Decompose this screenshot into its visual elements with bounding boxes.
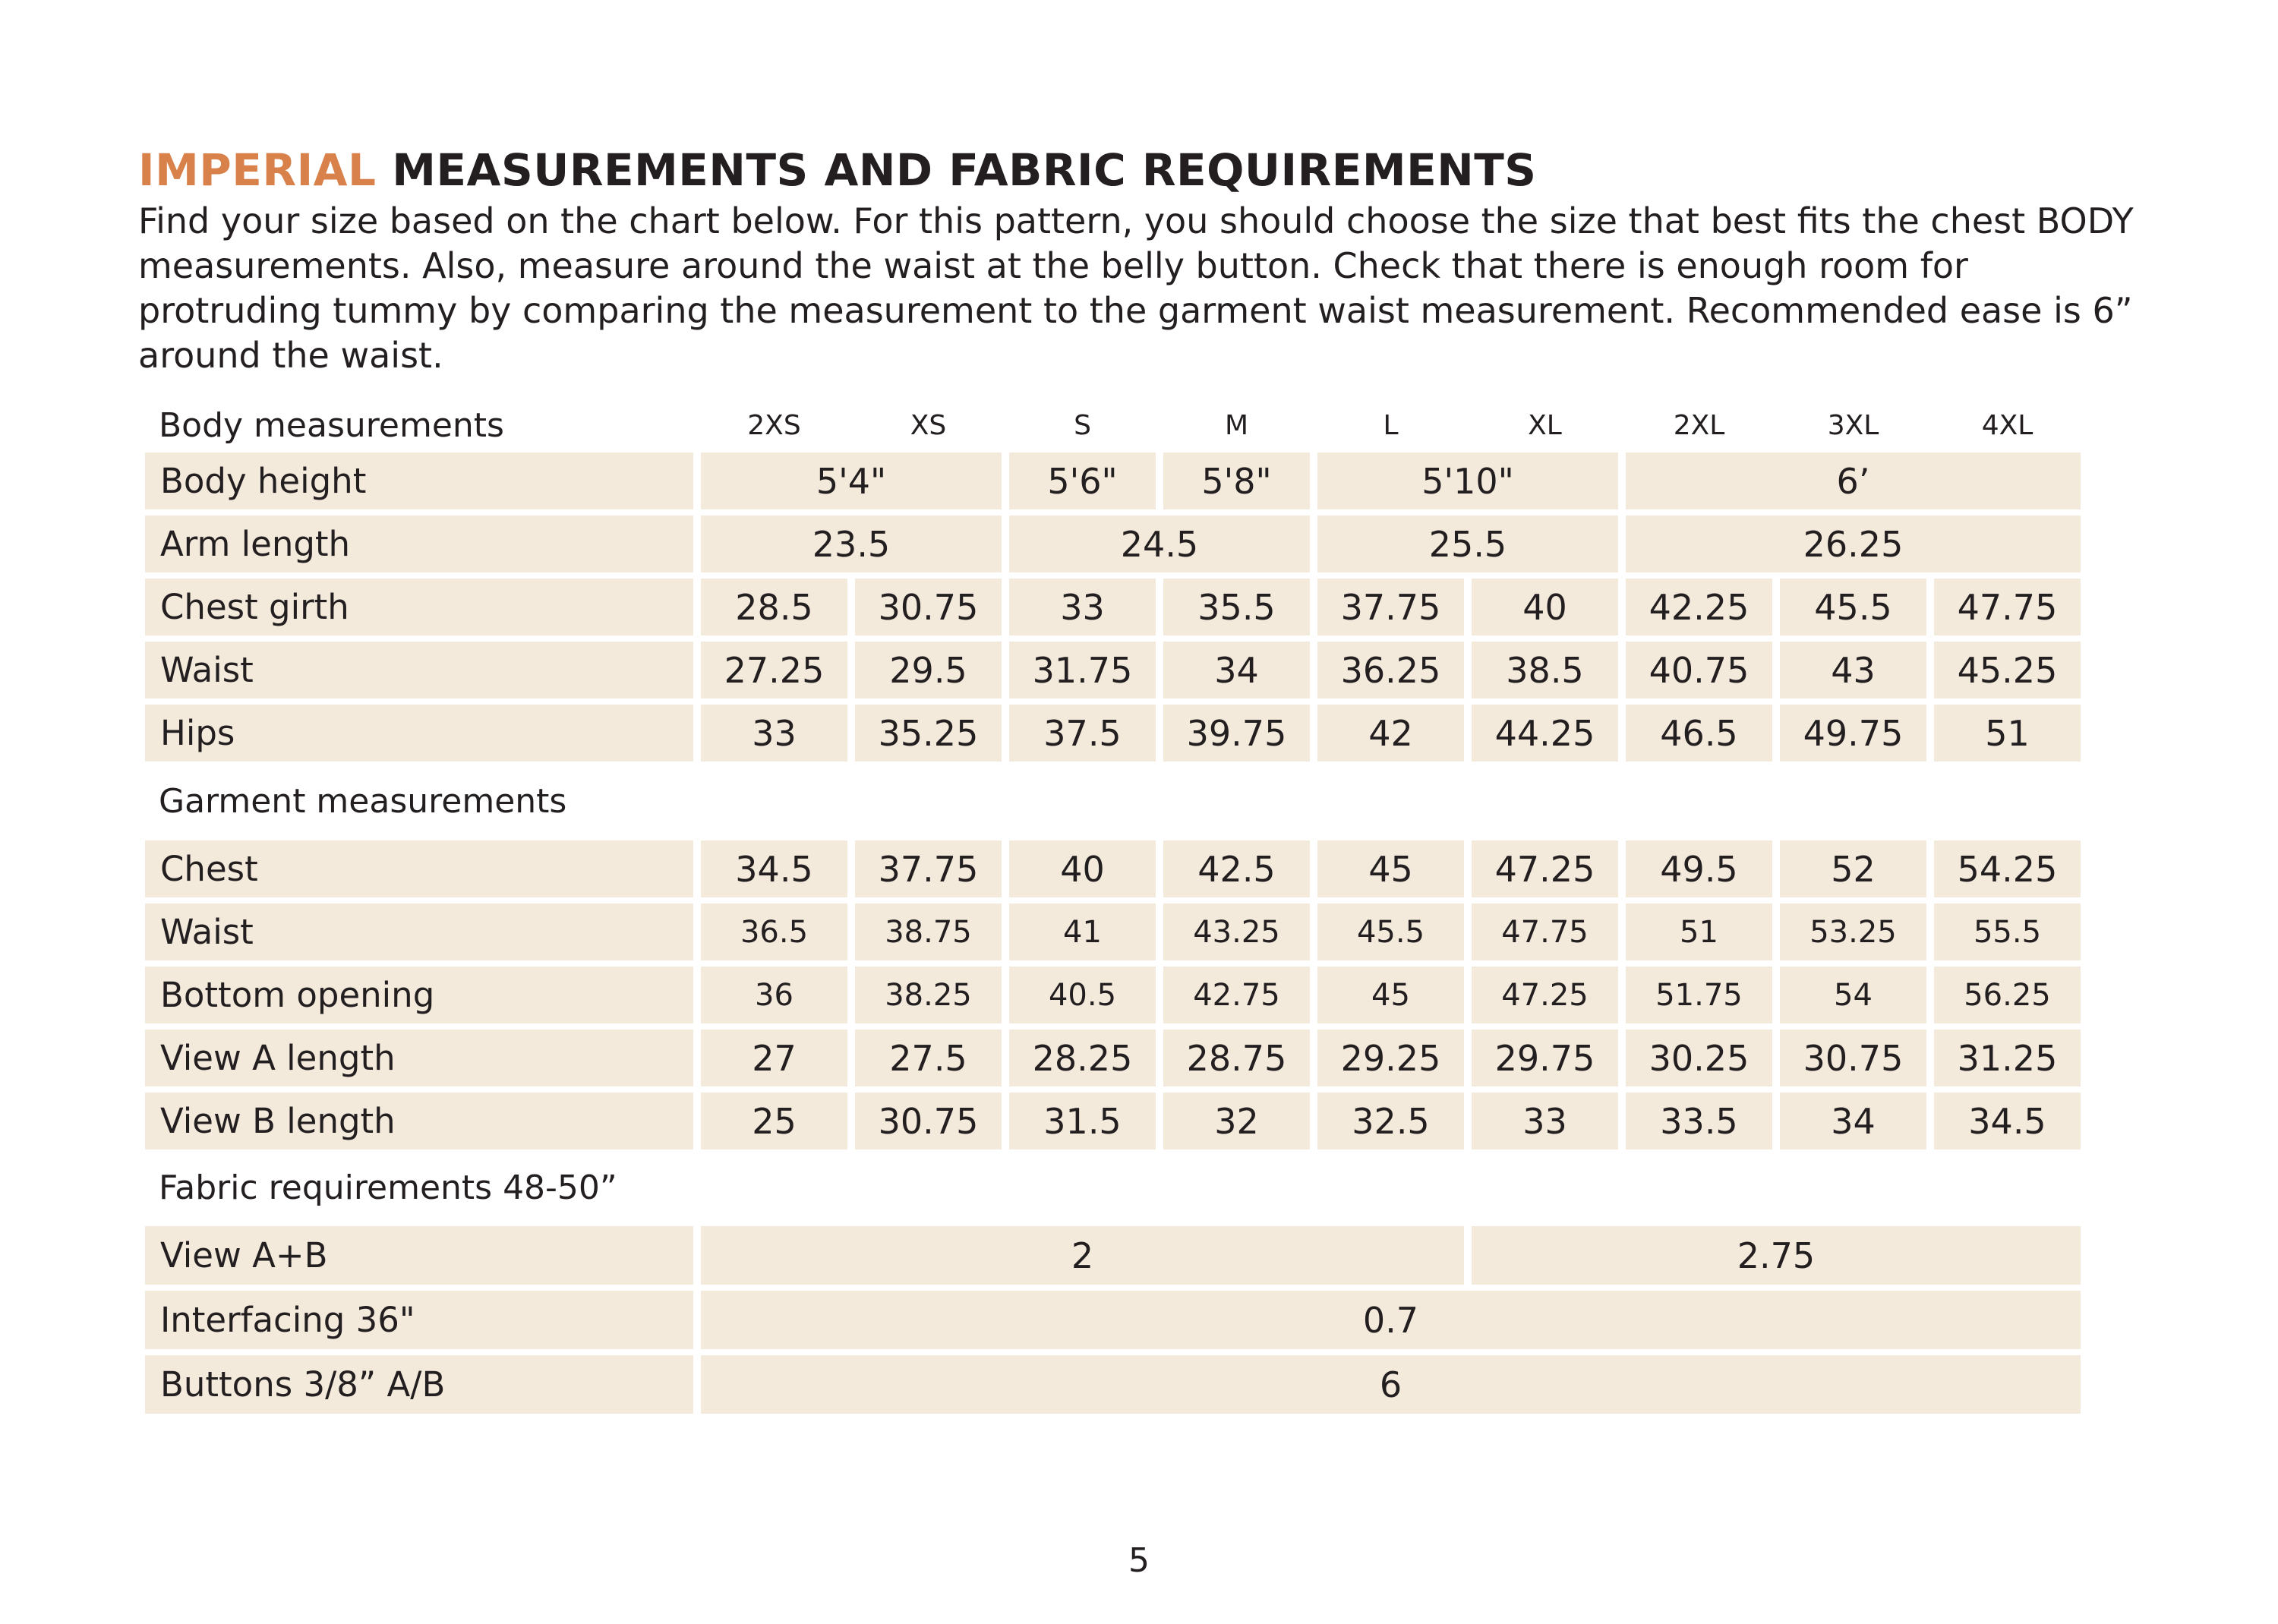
table-cell: 35.25 <box>855 705 1002 762</box>
table-cell: 49.5 <box>1626 840 1772 897</box>
table-cell: 5'6" <box>1009 453 1156 509</box>
table-cell: 45 <box>1317 840 1464 897</box>
table-cell: 47.75 <box>1472 903 1618 960</box>
size-header-2xs: 2XS <box>747 410 801 441</box>
table-cell: 51.75 <box>1626 967 1772 1023</box>
table-cell: 6’ <box>1626 453 2081 509</box>
table-cell: 40.75 <box>1626 642 1772 698</box>
table-cell: 45.5 <box>1780 579 1926 635</box>
table-cell: 29.5 <box>855 642 1002 698</box>
table-cell: 38.75 <box>855 903 1002 960</box>
size-header-m: M <box>1224 410 1249 441</box>
table-cell: 41 <box>1009 903 1156 960</box>
table-cell: 28.75 <box>1163 1030 1310 1086</box>
table-cell: 33.5 <box>1626 1093 1772 1149</box>
size-header-2xl: 2XL <box>1673 410 1725 441</box>
table-cell: 36 <box>701 967 847 1023</box>
table-cell: 25 <box>701 1093 847 1149</box>
table-cell: 2.75 <box>1472 1226 2081 1285</box>
row-label-interfacing: Interfacing 36" <box>145 1291 693 1349</box>
heading-rest: MEASUREMENTS AND FABRIC REQUIREMENTS <box>392 144 1537 196</box>
table-cell: 31.75 <box>1009 642 1156 698</box>
table-cell: 34.5 <box>701 840 847 897</box>
table-cell: 5'10" <box>1317 453 1618 509</box>
row-label-view-a-length: View A length <box>145 1030 693 1086</box>
row-label-bottom-opening: Bottom opening <box>145 967 693 1023</box>
size-header-xs: XS <box>910 410 947 441</box>
table-cell: 40 <box>1472 579 1618 635</box>
table-cell: 32.5 <box>1317 1093 1464 1149</box>
table-cell: 36.25 <box>1317 642 1464 698</box>
table-cell: 33 <box>1472 1093 1618 1149</box>
table-cell: 28.5 <box>701 579 847 635</box>
row-label-view-a-b: View A+B <box>145 1226 693 1285</box>
table-cell: 32 <box>1163 1093 1310 1149</box>
body-measurements-title: Body measurements <box>159 406 504 445</box>
table-cell: 36.5 <box>701 903 847 960</box>
table-cell: 0.7 <box>701 1291 2081 1349</box>
row-label-garment-chest: Chest <box>145 840 693 897</box>
table-cell: 35.5 <box>1163 579 1310 635</box>
table-cell: 54 <box>1780 967 1926 1023</box>
table-cell: 42.5 <box>1163 840 1310 897</box>
row-label-view-b-length: View B length <box>145 1093 693 1149</box>
table-cell: 39.75 <box>1163 705 1310 762</box>
table-cell: 30.75 <box>855 1093 1002 1149</box>
table-cell: 29.25 <box>1317 1030 1464 1086</box>
size-header-xl: XL <box>1528 410 1562 441</box>
table-cell: 51 <box>1934 705 2081 762</box>
table-cell: 55.5 <box>1934 903 2081 960</box>
table-cell: 5'8" <box>1163 453 1310 509</box>
row-label-arm-length: Arm length <box>145 516 693 572</box>
table-cell: 43 <box>1780 642 1926 698</box>
table-cell: 51 <box>1626 903 1772 960</box>
table-cell: 49.75 <box>1780 705 1926 762</box>
table-cell: 54.25 <box>1934 840 2081 897</box>
table-cell: 45 <box>1317 967 1464 1023</box>
table-cell: 53.25 <box>1780 903 1926 960</box>
fabric-requirements-title: Fabric requirements 48-50” <box>159 1168 617 1207</box>
table-cell: 25.5 <box>1317 516 1618 572</box>
garment-measurements-title: Garment measurements <box>159 781 567 821</box>
table-cell: 37.75 <box>855 840 1002 897</box>
table-cell: 2 <box>701 1226 1464 1285</box>
table-cell: 24.5 <box>1009 516 1310 572</box>
table-cell: 42.25 <box>1626 579 1772 635</box>
table-cell: 45.5 <box>1317 903 1464 960</box>
size-chart-table <box>145 0 2089 1624</box>
intro-paragraph: Find your size based on the chart below. For this pattern, you should choose the size that best fits the chest BODY measurements. Also, measure around the waist at the belly button. Check that there is enough room for protruding tummy by comparing the measurement to the garment waist measurement. Recommended ease is 6” around the waist. <box>138 200 2134 376</box>
table-cell: 56.25 <box>1934 967 2081 1023</box>
row-label-buttons: Buttons 3/8” A/B <box>145 1355 693 1414</box>
size-header-l: L <box>1383 410 1399 441</box>
size-header-3xl: 3XL <box>1827 410 1879 441</box>
page-number: 5 <box>1128 1541 1150 1580</box>
table-cell: 52 <box>1780 840 1926 897</box>
row-label-body-waist: Waist <box>145 642 693 698</box>
table-cell: 23.5 <box>701 516 1002 572</box>
row-label-chest-girth: Chest girth <box>145 579 693 635</box>
table-cell: 31.5 <box>1009 1093 1156 1149</box>
table-cell: 30.75 <box>855 579 1002 635</box>
table-cell: 40.5 <box>1009 967 1156 1023</box>
table-cell: 33 <box>1009 579 1156 635</box>
table-cell: 28.25 <box>1009 1030 1156 1086</box>
table-cell: 6 <box>701 1355 2081 1414</box>
table-cell: 42.75 <box>1163 967 1310 1023</box>
table-cell: 47.25 <box>1472 967 1618 1023</box>
heading-accent: IMPERIAL <box>138 144 377 196</box>
table-cell: 30.75 <box>1780 1030 1926 1086</box>
table-cell: 40 <box>1009 840 1156 897</box>
table-cell: 38.25 <box>855 967 1002 1023</box>
table-cell: 34 <box>1780 1093 1926 1149</box>
table-cell: 5'4" <box>701 453 1002 509</box>
table-cell: 34 <box>1163 642 1310 698</box>
table-cell: 27 <box>701 1030 847 1086</box>
size-header-4xl: 4XL <box>1981 410 2033 441</box>
table-cell: 27.25 <box>701 642 847 698</box>
table-cell: 47.75 <box>1934 579 2081 635</box>
table-cell: 31.25 <box>1934 1030 2081 1086</box>
row-label-body-height: Body height <box>145 453 693 509</box>
table-cell: 43.25 <box>1163 903 1310 960</box>
table-cell: 26.25 <box>1626 516 2081 572</box>
table-cell: 47.25 <box>1472 840 1618 897</box>
table-cell: 45.25 <box>1934 642 2081 698</box>
table-cell: 27.5 <box>855 1030 1002 1086</box>
table-cell: 34.5 <box>1934 1093 2081 1149</box>
table-cell: 30.25 <box>1626 1030 1772 1086</box>
table-cell: 38.5 <box>1472 642 1618 698</box>
table-cell: 29.75 <box>1472 1030 1618 1086</box>
row-label-garment-waist: Waist <box>145 903 693 960</box>
table-cell: 33 <box>701 705 847 762</box>
table-cell: 42 <box>1317 705 1464 762</box>
size-header-s: S <box>1074 410 1091 441</box>
table-cell: 37.75 <box>1317 579 1464 635</box>
table-cell: 44.25 <box>1472 705 1618 762</box>
row-label-hips: Hips <box>145 705 693 762</box>
table-cell: 46.5 <box>1626 705 1772 762</box>
table-cell: 37.5 <box>1009 705 1156 762</box>
